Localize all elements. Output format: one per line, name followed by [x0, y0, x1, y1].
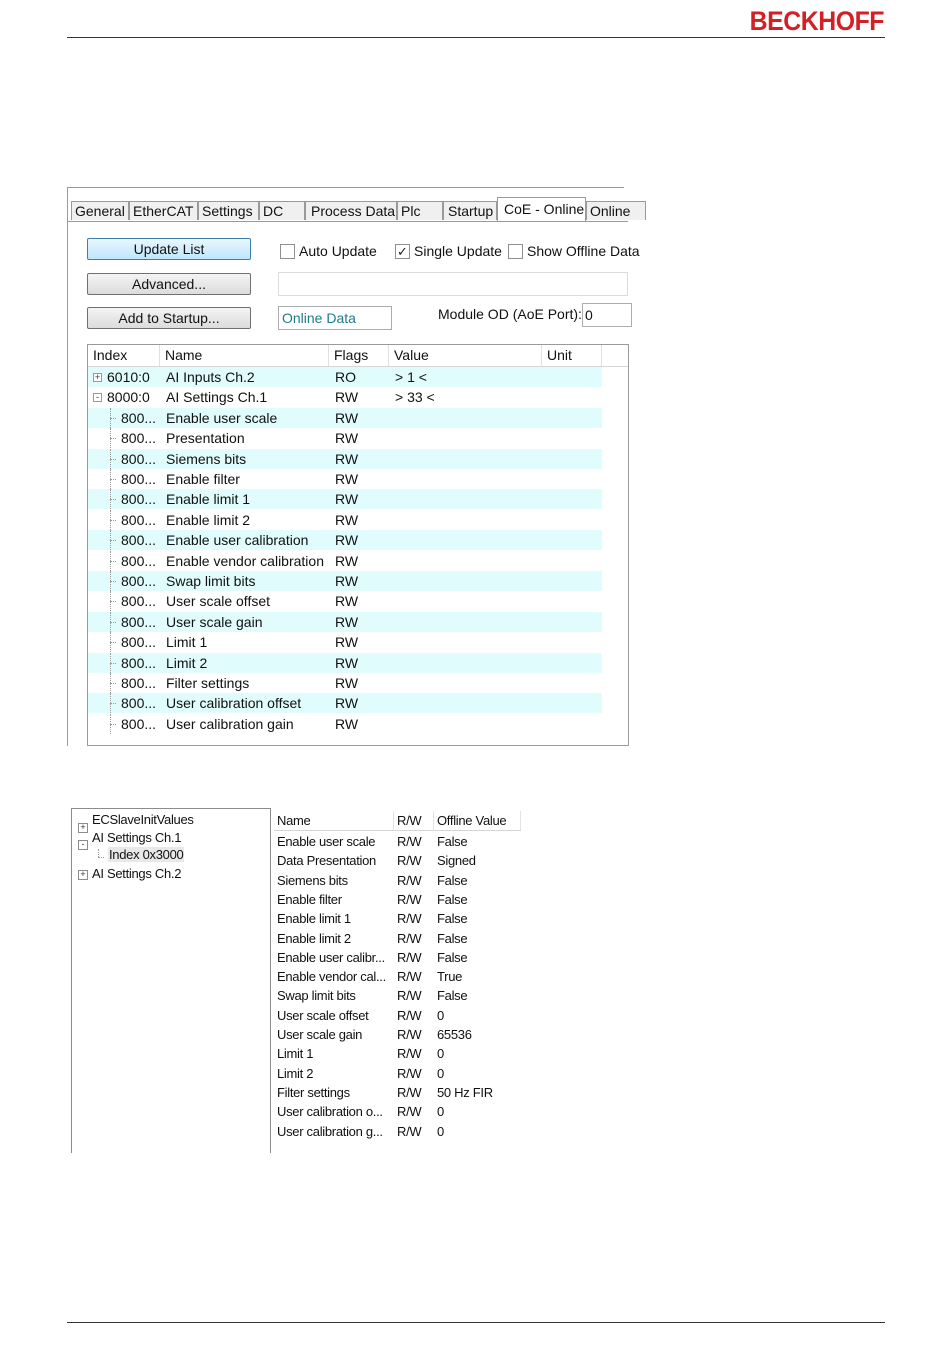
table-row[interactable]: [88, 571, 602, 591]
list-item[interactable]: [274, 1044, 521, 1063]
list-item[interactable]: [274, 851, 521, 870]
tree-connector: [110, 622, 116, 623]
expand-icon[interactable]: +: [94, 372, 101, 382]
tab-process-data[interactable]: Process Data: [305, 201, 397, 220]
tree-node-ai-settings-ch1[interactable]: AI Settings Ch.1: [92, 830, 182, 845]
tab-dc[interactable]: DC: [259, 201, 305, 220]
tab-general[interactable]: General: [71, 201, 129, 220]
list-item[interactable]: [274, 948, 521, 967]
tree-connector: [110, 703, 116, 704]
tab-bar: [71, 199, 671, 221]
item-name: Enable user calibr...: [277, 949, 385, 965]
item-rw: R/W: [397, 1007, 422, 1023]
item-rw: R/W: [397, 853, 422, 869]
row-flags: RW: [335, 532, 359, 549]
object-list-header: [88, 345, 628, 367]
tree-connector: [110, 642, 116, 643]
item-value: 50 Hz FIR: [437, 1084, 493, 1100]
tree-connector: [110, 540, 116, 541]
item-rw: R/W: [397, 1084, 422, 1100]
init-values-header: [274, 811, 521, 831]
item-rw: R/W: [397, 911, 422, 927]
item-value: 0: [437, 1104, 444, 1120]
table-row[interactable]: [88, 673, 602, 693]
row-name: AI Inputs Ch.2: [166, 369, 255, 385]
row-flags: RW: [335, 450, 359, 467]
tab-settings[interactable]: Settings: [198, 201, 259, 220]
table-row[interactable]: [88, 632, 602, 652]
row-index: 800...: [121, 511, 157, 528]
footer-rule: [67, 1322, 885, 1323]
item-rw: R/W: [397, 1104, 422, 1120]
item-name: User scale gain: [277, 1027, 363, 1042]
row-flags: RW: [335, 634, 359, 651]
auto-update-checkbox[interactable]: [280, 244, 295, 259]
column-name[interactable]: Name: [160, 345, 329, 366]
row-name: User calibration offset: [166, 695, 302, 712]
item-value: 0: [437, 1065, 444, 1081]
tree-connector: [110, 663, 116, 664]
tree-connector: [110, 724, 116, 725]
item-value: False: [437, 988, 468, 1004]
item-name: Enable user scale: [277, 834, 376, 849]
table-row[interactable]: [88, 653, 602, 673]
row-name: Enable limit 1: [166, 491, 251, 508]
row-flags: RW: [335, 613, 359, 630]
tree-connector: [110, 601, 116, 602]
row-index: 6010:0: [107, 369, 150, 385]
row-index: 800...: [121, 695, 157, 712]
tab-online[interactable]: Online: [586, 201, 646, 220]
list-item[interactable]: [274, 1064, 521, 1083]
row-name: User calibration gain: [166, 715, 294, 732]
column-offline-value[interactable]: Offline Value: [434, 811, 521, 830]
row-index: 8000:0: [107, 389, 150, 406]
row-value: > 1 <: [395, 369, 427, 385]
table-row[interactable]: [88, 367, 602, 387]
row-name: User scale gain: [166, 613, 263, 630]
item-name: Siemens bits: [277, 872, 348, 888]
row-flags: RW: [335, 471, 359, 487]
table-row[interactable]: [88, 469, 602, 489]
row-index: 800...: [121, 613, 157, 630]
item-name: User calibration g...: [277, 1123, 383, 1139]
column-value[interactable]: Value: [389, 345, 542, 366]
item-name: Limit 1: [277, 1046, 314, 1062]
list-item[interactable]: [274, 871, 521, 890]
table-row[interactable]: [88, 612, 602, 632]
row-name: Enable user scale: [166, 409, 278, 426]
tree-connector: [110, 499, 116, 500]
init-values-tree: [71, 808, 271, 1153]
row-flags: RW: [335, 409, 359, 426]
coe-online-dialog: [67, 187, 640, 746]
row-flags: RO: [335, 369, 356, 385]
row-name: User scale offset: [166, 593, 271, 610]
status-field: [278, 272, 628, 296]
row-flags: RW: [335, 511, 359, 528]
single-update-checkbox[interactable]: [395, 244, 410, 259]
item-value: 0: [437, 1123, 444, 1139]
row-name: Filter settings: [166, 675, 250, 691]
row-index: 800...: [121, 634, 157, 651]
auto-update-label: Auto Update: [299, 243, 377, 259]
expand-icon[interactable]: +: [78, 870, 88, 880]
row-flags: RW: [335, 573, 359, 589]
tree-connector: [98, 849, 99, 857]
tab-plc[interactable]: Plc: [397, 201, 443, 220]
module-od-input[interactable]: 0: [582, 303, 632, 327]
tree-node-ecslaveinitvalues[interactable]: ECSlaveInitValues: [92, 812, 194, 827]
show-offline-label: Show Offline Data: [527, 243, 640, 259]
table-row[interactable]: [88, 530, 602, 550]
column-unit[interactable]: Unit: [542, 345, 602, 366]
item-name: Enable vendor cal...: [277, 969, 386, 985]
init-values-list: [274, 811, 521, 1153]
list-item[interactable]: [274, 1006, 521, 1025]
item-rw: R/W: [397, 1027, 422, 1042]
row-flags: RW: [335, 491, 359, 508]
item-name: User scale offset: [277, 1007, 369, 1023]
advanced-button[interactable]: Advanced...: [87, 273, 251, 295]
tree-connector: [110, 438, 116, 439]
item-rw: R/W: [397, 949, 422, 965]
show-offline-checkbox[interactable]: [508, 244, 523, 259]
item-rw: R/W: [397, 930, 422, 946]
row-name: Siemens bits: [166, 450, 247, 467]
tree-node-index-0x3000[interactable]: Index 0x3000: [109, 847, 184, 862]
item-name: Filter settings: [277, 1084, 350, 1100]
list-item[interactable]: [274, 890, 521, 909]
row-flags: RW: [335, 695, 359, 712]
row-name: Limit 1: [166, 634, 208, 651]
tab-coe-online[interactable]: CoE - Online: [497, 197, 586, 221]
row-flags: RW: [335, 389, 359, 406]
row-index: 800...: [121, 532, 157, 549]
item-value: False: [437, 834, 468, 849]
header-rule: [67, 37, 885, 38]
row-index: 800...: [121, 573, 157, 589]
item-rw: R/W: [397, 834, 422, 849]
item-name: Enable filter: [277, 891, 342, 907]
tree-connector: [110, 581, 116, 582]
item-value: Signed: [437, 853, 476, 869]
column-rw[interactable]: R/W: [394, 811, 434, 830]
item-value: True: [437, 969, 463, 985]
item-rw: R/W: [397, 891, 422, 907]
collapse-icon[interactable]: -: [93, 393, 102, 402]
table-row[interactable]: [88, 428, 602, 448]
row-index: 800...: [121, 409, 157, 426]
tree-connector: [110, 561, 116, 562]
row-name: Swap limit bits: [166, 573, 256, 589]
tree-connector: [110, 418, 116, 419]
column-index[interactable]: Index: [88, 345, 160, 366]
expand-icon[interactable]: +: [78, 823, 88, 833]
single-update-label: Single Update: [414, 243, 502, 259]
collapse-icon[interactable]: -: [78, 840, 88, 850]
row-index: 800...: [121, 654, 157, 671]
item-name: User calibration o...: [277, 1104, 383, 1120]
list-item[interactable]: [274, 929, 521, 948]
checkmark-icon: ✓: [397, 244, 408, 259]
item-rw: R/W: [397, 969, 422, 985]
row-index: 800...: [121, 491, 157, 508]
tree-connector: [110, 520, 116, 521]
table-row[interactable]: [88, 510, 602, 530]
tab-divider: [68, 221, 628, 222]
table-row[interactable]: [88, 408, 602, 428]
row-flags: RW: [335, 675, 359, 691]
row-name: Enable filter: [166, 471, 240, 487]
item-name: Enable limit 1: [277, 911, 351, 927]
row-value: > 33 <: [395, 389, 435, 406]
tree-connector: [110, 683, 116, 684]
column-flags[interactable]: Flags: [329, 345, 389, 366]
row-name: Limit 2: [166, 654, 208, 671]
row-flags: RW: [335, 430, 359, 447]
table-row[interactable]: [88, 449, 602, 469]
item-value: False: [437, 872, 468, 888]
row-index: 800...: [121, 593, 157, 610]
list-item[interactable]: [274, 1083, 521, 1102]
item-name: Data Presentation: [277, 853, 376, 869]
row-name: Enable vendor calibration: [166, 552, 324, 569]
row-name: Enable user calibration: [166, 532, 309, 549]
tree-connector: [110, 459, 116, 460]
item-rw: R/W: [397, 1123, 422, 1139]
row-index: 800...: [121, 430, 157, 447]
item-name: Swap limit bits: [277, 988, 356, 1004]
list-item[interactable]: [274, 1122, 521, 1141]
row-index: 800...: [121, 471, 157, 487]
table-row[interactable]: [88, 591, 602, 611]
item-value: False: [437, 891, 468, 907]
list-item[interactable]: [274, 967, 521, 986]
tree-connector: [98, 857, 104, 858]
add-to-startup-button[interactable]: Add to Startup...: [87, 307, 251, 329]
item-rw: R/W: [397, 1046, 422, 1062]
init-values-editor: [71, 808, 521, 1153]
tab-startup[interactable]: Startup: [443, 201, 497, 220]
item-value: 65536: [437, 1027, 472, 1042]
tree-node-ai-settings-ch2[interactable]: AI Settings Ch.2: [92, 866, 182, 881]
table-row[interactable]: [88, 387, 602, 407]
item-value: False: [437, 949, 468, 965]
object-list: [87, 344, 629, 746]
row-flags: RW: [335, 715, 359, 732]
item-value: False: [437, 930, 468, 946]
row-index: 800...: [121, 675, 157, 691]
list-item[interactable]: [274, 1102, 521, 1121]
row-flags: RW: [335, 654, 359, 671]
table-row[interactable]: [88, 489, 602, 509]
column-name[interactable]: Name: [274, 811, 394, 830]
item-rw: R/W: [397, 872, 422, 888]
tree-connector: [110, 479, 116, 480]
row-name: AI Settings Ch.1: [166, 389, 268, 406]
update-list-button[interactable]: Update List: [87, 238, 251, 260]
list-item[interactable]: [274, 832, 521, 851]
tab-ethercat[interactable]: EtherCAT: [129, 201, 198, 220]
table-row[interactable]: [88, 693, 602, 713]
module-od-label: Module OD (AoE Port):: [438, 306, 582, 322]
row-index: 800...: [121, 552, 157, 569]
item-value: 0: [437, 1007, 444, 1023]
row-index: 800...: [121, 450, 157, 467]
row-name: Presentation: [166, 430, 245, 447]
row-flags: RW: [335, 552, 359, 569]
list-item[interactable]: [274, 1025, 521, 1044]
beckhoff-logo: BECKHOFF: [749, 6, 884, 36]
list-item[interactable]: [274, 909, 521, 928]
item-value: False: [437, 911, 468, 927]
table-row[interactable]: [88, 551, 602, 571]
item-rw: R/W: [397, 1065, 422, 1081]
item-value: 0: [437, 1046, 444, 1062]
row-name: Enable limit 2: [166, 511, 251, 528]
row-index: 800...: [121, 715, 157, 732]
list-item[interactable]: [274, 986, 521, 1005]
item-rw: R/W: [397, 988, 422, 1004]
online-data-field: Online Data: [278, 306, 392, 330]
item-name: Limit 2: [277, 1065, 314, 1081]
row-flags: RW: [335, 593, 359, 610]
table-row[interactable]: [88, 714, 602, 734]
item-name: Enable limit 2: [277, 930, 351, 946]
